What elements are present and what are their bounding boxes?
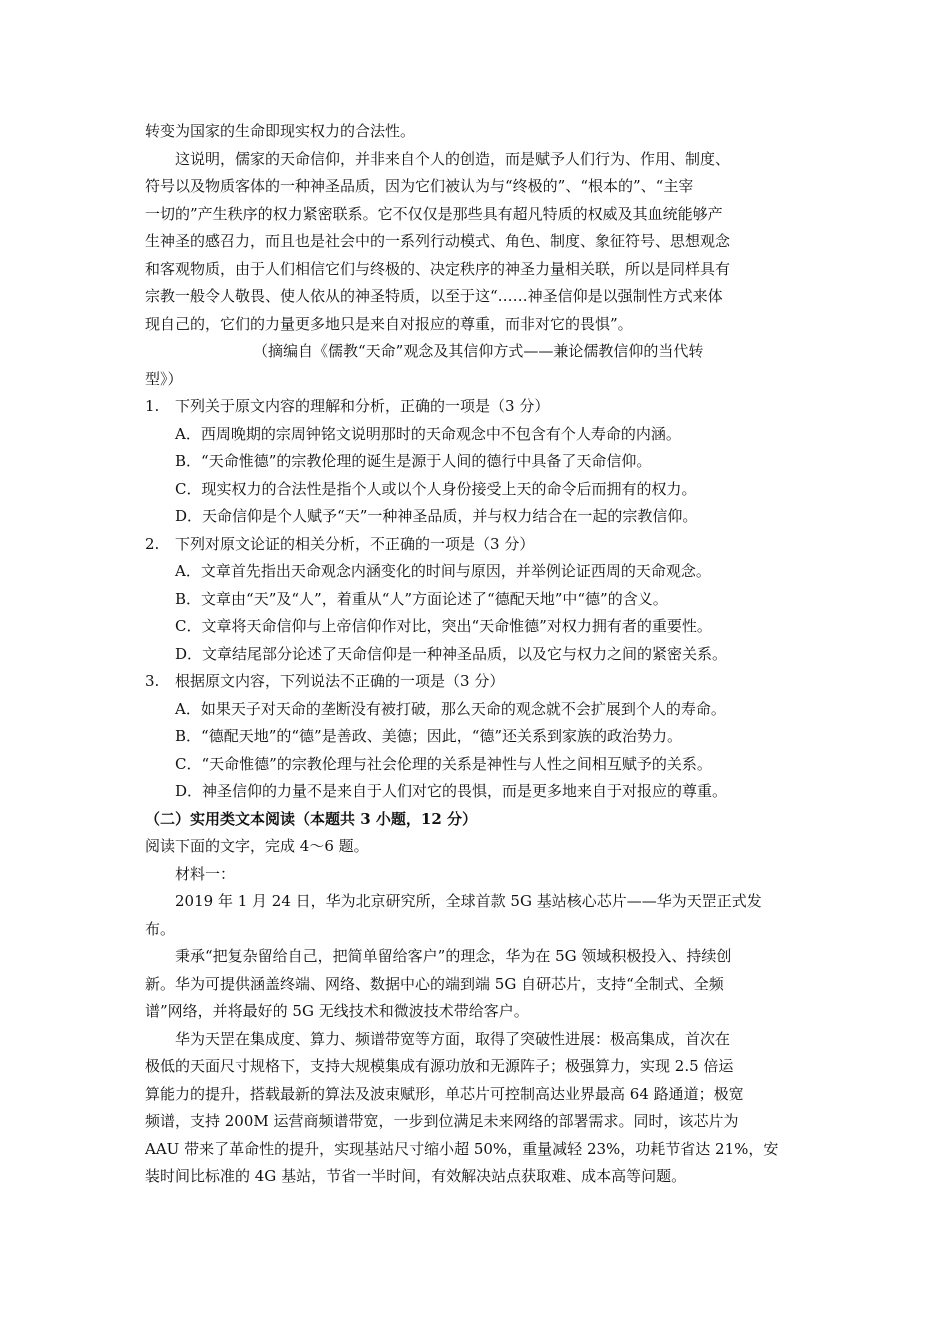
question-stem xyxy=(145,668,810,696)
passage-line: 生神圣的感召力，而且也是社会中的一系列行动模式、角色、制度、象征符号、思想观念 xyxy=(145,232,731,250)
answer-option-d[interactable]: D．神圣信仰的力量不是来自于人们对它的畏惧，而是更多地来自于对报应的尊重。 xyxy=(175,782,728,800)
answer-option-c[interactable]: C．现实权力的合法性是指个人或以个人身份接受上天的命令后而拥有的权力。 xyxy=(175,479,697,498)
passage-line: 转变为国家的生命即现实权力的合法性。 xyxy=(145,122,416,140)
answer-option-a[interactable]: A．文章首先指出天命观念内涵变化的时间与原因，并举例论证西周的天命观念。 xyxy=(175,562,711,580)
question-3 xyxy=(145,668,810,806)
section-2 xyxy=(145,806,810,1191)
answer-option-d[interactable]: D．天命信仰是个人赋予“天”一种神圣品质，并与权力结合在一起的宗教信仰。 xyxy=(175,507,698,525)
passage-line: 现自己的，它们的力量更多地只是来自对报应的尊重，而非对它的畏惧”。 xyxy=(145,314,633,333)
document-page xyxy=(145,118,810,1191)
answer-option-b[interactable]: B．文章由“天”及“人”，着重从“人”方面论述了“德配天地”中“德”的含义。 xyxy=(175,589,668,608)
question-2 xyxy=(145,531,810,669)
citation-continued: 型》） xyxy=(145,369,183,388)
material-line: 2019 年 1 月 24 日，华为北京研究所，全球首款 5G 基站核心芯片——华为天罡正式发 xyxy=(175,892,762,910)
passage-line: 宗教一般令人敬畏、使人依从的神圣特质，以至于这“……神圣信仰是以强制性方式来体 xyxy=(145,287,723,305)
material-line: 算能力的提升，搭载最新的算法及波束赋形，单芯片可控制高达业界最高 64 路通道；极宽 xyxy=(145,1084,744,1103)
question-number: 1. xyxy=(145,397,160,415)
material-line: 华为天罡在集成度、算力、频谱带宽等方面，取得了突破性进展：极高集成，首次在 xyxy=(175,1029,731,1048)
material-line: 装时间比标准的 4G 基站，节省一半时间，有效解决站点获取难、成本高等问题。 xyxy=(145,1167,687,1185)
answer-option-b[interactable]: B．“德配天地”的“德”是善政、美德；因此，“德”还关系到家族的政治势力。 xyxy=(175,727,683,745)
question-1 xyxy=(145,393,810,531)
material-line: 秉承“把复杂留给自己，把简单留给客户”的理念，华为在 5G 领域积极投入、持续创 xyxy=(175,947,732,965)
material-line: 新。华为可提供涵盖终端、网络、数据中心的端到端 5G 自研芯片，支持“全制式、全频 xyxy=(145,974,724,993)
citation: （摘编自《儒教“天命”观念及其信仰方式——兼论儒教信仰的当代转 xyxy=(253,342,704,360)
material-line: AAU 带来了革命性的提升，实现基站尺寸缩小超 50%，重量减轻 23%，功耗节省达 21%，安 xyxy=(145,1139,779,1158)
answer-option-c[interactable]: C．“天命惟德”的宗教伦理与社会伦理的关系是神性与人性之间相互赋予的关系。 xyxy=(175,754,712,773)
question-text: 下列对原文论证的相关分析，不正确的一项是（3 分） xyxy=(175,534,535,553)
question-text: 下列关于原文内容的理解和分析，正确的一项是（3 分） xyxy=(175,397,550,415)
answer-option-b[interactable]: B．“天命惟德”的宗教伦理的诞生是源于人间的德行中具备了天命信仰。 xyxy=(175,452,652,470)
question-stem xyxy=(145,531,810,559)
section-heading: （二）实用类文本阅读（本题共 3 小题，12 分） xyxy=(145,809,477,828)
passage-line: 这说明，儒家的天命信仰，并非来自个人的创造，而是赋予人们行为、作用、制度、 xyxy=(175,149,731,168)
material-line: 极低的天面尺寸规格下，支持大规模集成有源功放和无源阵子；极强算力，实现 2.5 倍运 xyxy=(145,1057,734,1075)
passage-line: 一切的”产生秩序的权力紧密联系。它不仅仅是那些具有超凡特质的权威及其血统能够产 xyxy=(145,204,723,223)
material-label: 材料一： xyxy=(175,864,236,883)
answer-option-c[interactable]: C．文章将天命信仰与上帝信仰作对比，突出“天命惟德”对权力拥有者的重要性。 xyxy=(175,617,712,635)
material-line: 谱”网络，并将最好的 5G 无线技术和微波技术带给客户。 xyxy=(145,1002,529,1020)
answer-option-a[interactable]: A．西周晚期的宗周钟铭文说明那时的天命观念中不包含有个人寿命的内涵。 xyxy=(175,424,681,443)
passage-1 xyxy=(145,118,810,393)
question-text: 根据原文内容，下列说法不正确的一项是（3 分） xyxy=(175,672,505,690)
material-line: 布。 xyxy=(145,919,176,938)
material-line: 频谱，支持 200M 运营商频谱带宽，一步到位满足未来网络的部署需求。同时，该芯片为 xyxy=(145,1112,739,1130)
passage-line: 和客观物质，由于人们相信它们与终极的、决定秩序的神圣力量相关联，所以是同样具有 xyxy=(145,259,731,278)
question-number: 2. xyxy=(145,534,160,553)
question-number: 3. xyxy=(145,672,160,690)
question-stem xyxy=(145,393,810,421)
passage-line: 符号以及物质客体的一种神圣品质，因为它们被认为与“终极的”、“根本的”、“主宰 xyxy=(145,177,694,195)
answer-option-d[interactable]: D．文章结尾部分论述了天命信仰是一种神圣品质，以及它与权力之间的紧密关系。 xyxy=(175,644,728,663)
section-instruction: 阅读下面的文字，完成 4～6 题。 xyxy=(145,837,369,855)
answer-option-a[interactable]: A．如果天子对天命的垄断没有被打破，那么天命的观念就不会扩展到个人的寿命。 xyxy=(175,699,726,718)
